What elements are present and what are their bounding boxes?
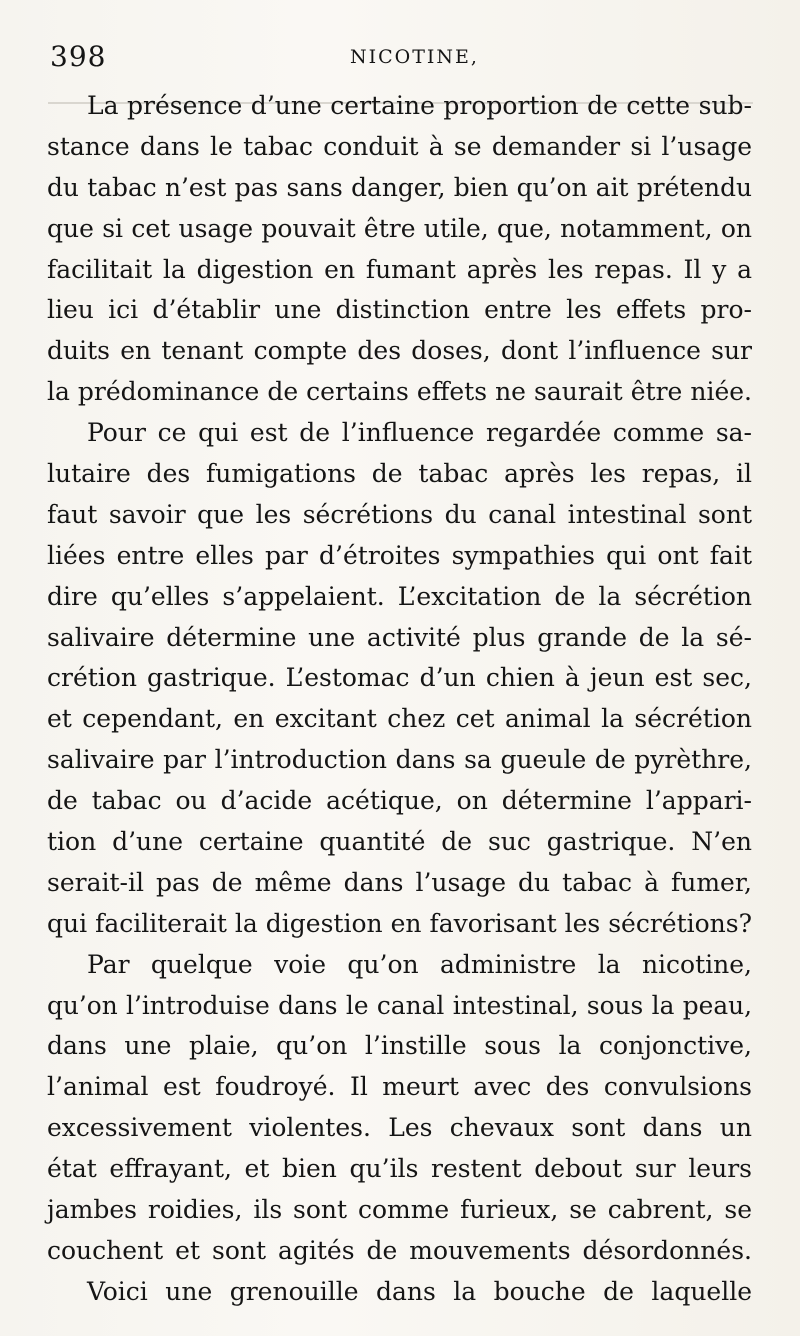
text-line: salivaire par l’introduction dans sa gueule de pyrèthre,	[47, 745, 752, 775]
page-number: 398	[50, 40, 107, 73]
text-line: Par quelque voie qu’on administre la nicotine,	[87, 949, 752, 979]
paragraph	[47, 86, 752, 413]
text-line: faut savoir que les sécrétions du canal intestinal sont	[47, 499, 752, 529]
text-line: Pour ce qui est de l’influence regardée comme sa-	[87, 418, 752, 448]
paragraph	[47, 413, 752, 945]
text-line: salivaire détermine une activité plus grande de la sé-	[47, 622, 752, 652]
page-header	[0, 30, 800, 80]
text-line: l’animal est foudroyé. Il meurt avec des convulsions	[47, 1072, 752, 1102]
text-line: et cependant, en excitant chez cet animal la sécrétion	[47, 704, 752, 734]
paragraph	[47, 945, 752, 1272]
text-line: dans une plaie, qu’on l’instille sous la conjonctive,	[47, 1031, 752, 1061]
text-line: qui faciliterait la digestion en favorisant les sécrétions?	[47, 908, 752, 938]
text-line: excessivement violentes. Les chevaux sont dans un	[47, 1113, 752, 1143]
text-line: serait-il pas de même dans l’usage du tabac à fumer,	[47, 867, 752, 897]
text-line: de tabac ou d’acide acétique, on détermine l’appari-	[47, 786, 752, 816]
text-line: dire qu’elles s’appelaient. L’excitation de la sécrétion	[47, 581, 752, 611]
text-line: La présence d’une certaine proportion de cette sub-	[87, 91, 752, 120]
text-line: lutaire des fumigations de tabac après les repas, il	[47, 459, 752, 489]
text-line: couchent et sont agités de mouvements désordonnés.	[47, 1235, 752, 1265]
text-line: du tabac n’est pas sans danger, bien qu’on ait prétendu	[47, 172, 752, 202]
text-line: la prédominance de certains effets ne saurait être niée.	[47, 377, 752, 407]
text-line: lieu ici d’établir une distinction entre les effets pro-	[47, 295, 752, 325]
text-line: qu’on l’introduise dans le canal intestinal, sous la peau,	[47, 990, 752, 1020]
text-line: tion d’une certaine quantité de suc gastrique. N’en	[47, 827, 752, 857]
text-line: duits en tenant compte des doses, dont l’influence sur	[47, 336, 752, 366]
body-text	[47, 86, 752, 1313]
text-line: crétion gastrique. L’estomac d’un chien à jeun est sec,	[47, 663, 752, 693]
text-line: Voici une grenouille dans la bouche de laquelle	[87, 1276, 752, 1306]
text-line: état effrayant, et bien qu’ils restent debout sur leurs	[47, 1154, 752, 1184]
text-line: liées entre elles par d’étroites sympathies qui ont fait	[47, 540, 752, 570]
text-line: que si cet usage pouvait être utile, que, notamment, on	[47, 213, 752, 243]
text-line: jambes roidies, ils sont comme furieux, se cabrent, se	[47, 1195, 752, 1225]
running-head: NICOTINE,	[350, 46, 479, 68]
text-line: facilitait la digestion en fumant après les repas. Il y a	[47, 254, 752, 284]
paragraph	[47, 1272, 752, 1313]
text-line: stance dans le tabac conduit à se demander si l’usage	[47, 131, 752, 161]
